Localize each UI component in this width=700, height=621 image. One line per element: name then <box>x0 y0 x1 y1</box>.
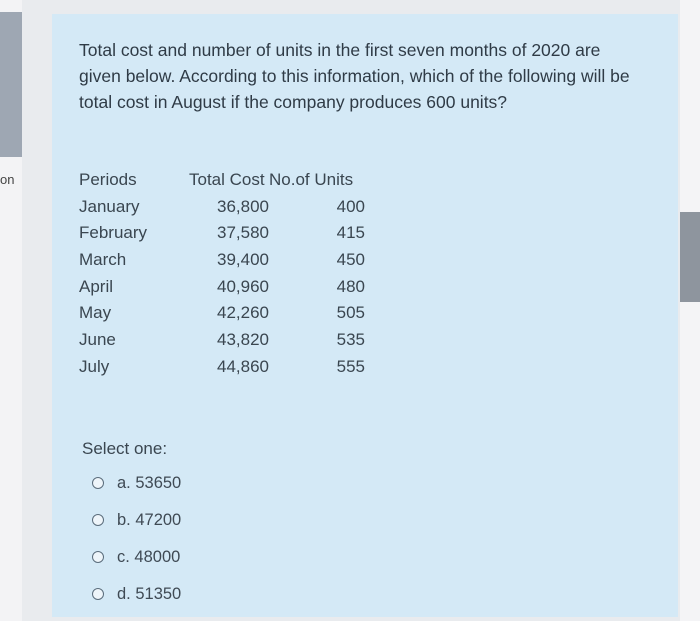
right-scroll-track[interactable] <box>680 0 700 621</box>
option-label[interactable]: b. 47200 <box>117 510 182 529</box>
header-total-cost: Total Cost <box>189 170 265 189</box>
cost-cell: 40,960 <box>217 276 269 296</box>
period-cell: May <box>79 303 112 323</box>
radio-button-icon[interactable] <box>92 514 104 526</box>
header-periods: Periods <box>79 170 137 189</box>
units-cell: 505 <box>336 303 365 323</box>
answer-option-b[interactable] <box>92 509 181 531</box>
question-text: Total cost and number of units in the first seven months of 2020 are given below. According to this information, which of the following will be total cost in August if the company produces 600 units? <box>79 40 630 112</box>
answer-option-a[interactable] <box>92 472 181 494</box>
period-cell: June <box>79 330 116 350</box>
period-cell: April <box>79 276 114 296</box>
sidebar-clipped-label: on <box>0 172 15 187</box>
option-label[interactable]: d. 51350 <box>117 584 182 603</box>
radio-button-icon[interactable] <box>92 551 104 563</box>
period-cell: February <box>79 223 148 243</box>
units-cell: 450 <box>336 250 365 270</box>
period-cell: March <box>79 250 127 270</box>
answer-option-d[interactable] <box>92 583 181 605</box>
scrollbar-thumb[interactable] <box>680 212 700 302</box>
answer-option-c[interactable] <box>92 546 180 568</box>
cost-cell: 37,580 <box>217 223 269 243</box>
radio-button-icon[interactable] <box>92 477 104 489</box>
select-one-label: Select one: <box>82 439 168 458</box>
cost-cell: 43,820 <box>217 330 269 350</box>
period-cell: January <box>79 196 140 216</box>
units-cell: 400 <box>336 196 365 216</box>
question-panel <box>52 14 678 617</box>
cost-cell: 39,400 <box>217 250 269 270</box>
units-cell: 415 <box>336 223 365 243</box>
cost-cell: 36,800 <box>217 196 269 216</box>
period-cell: July <box>79 356 110 376</box>
units-cell: 535 <box>336 330 365 350</box>
option-label[interactable]: a. 53650 <box>117 473 182 492</box>
cost-cell: 42,260 <box>217 303 269 323</box>
units-cell: 480 <box>336 276 365 296</box>
option-label[interactable]: c. 48000 <box>117 547 181 566</box>
cost-cell: 44,860 <box>217 356 269 376</box>
question-nav-block[interactable] <box>0 12 22 157</box>
header-units: No.of Units <box>269 170 354 189</box>
units-cell: 555 <box>336 356 365 376</box>
radio-button-icon[interactable] <box>92 588 104 600</box>
